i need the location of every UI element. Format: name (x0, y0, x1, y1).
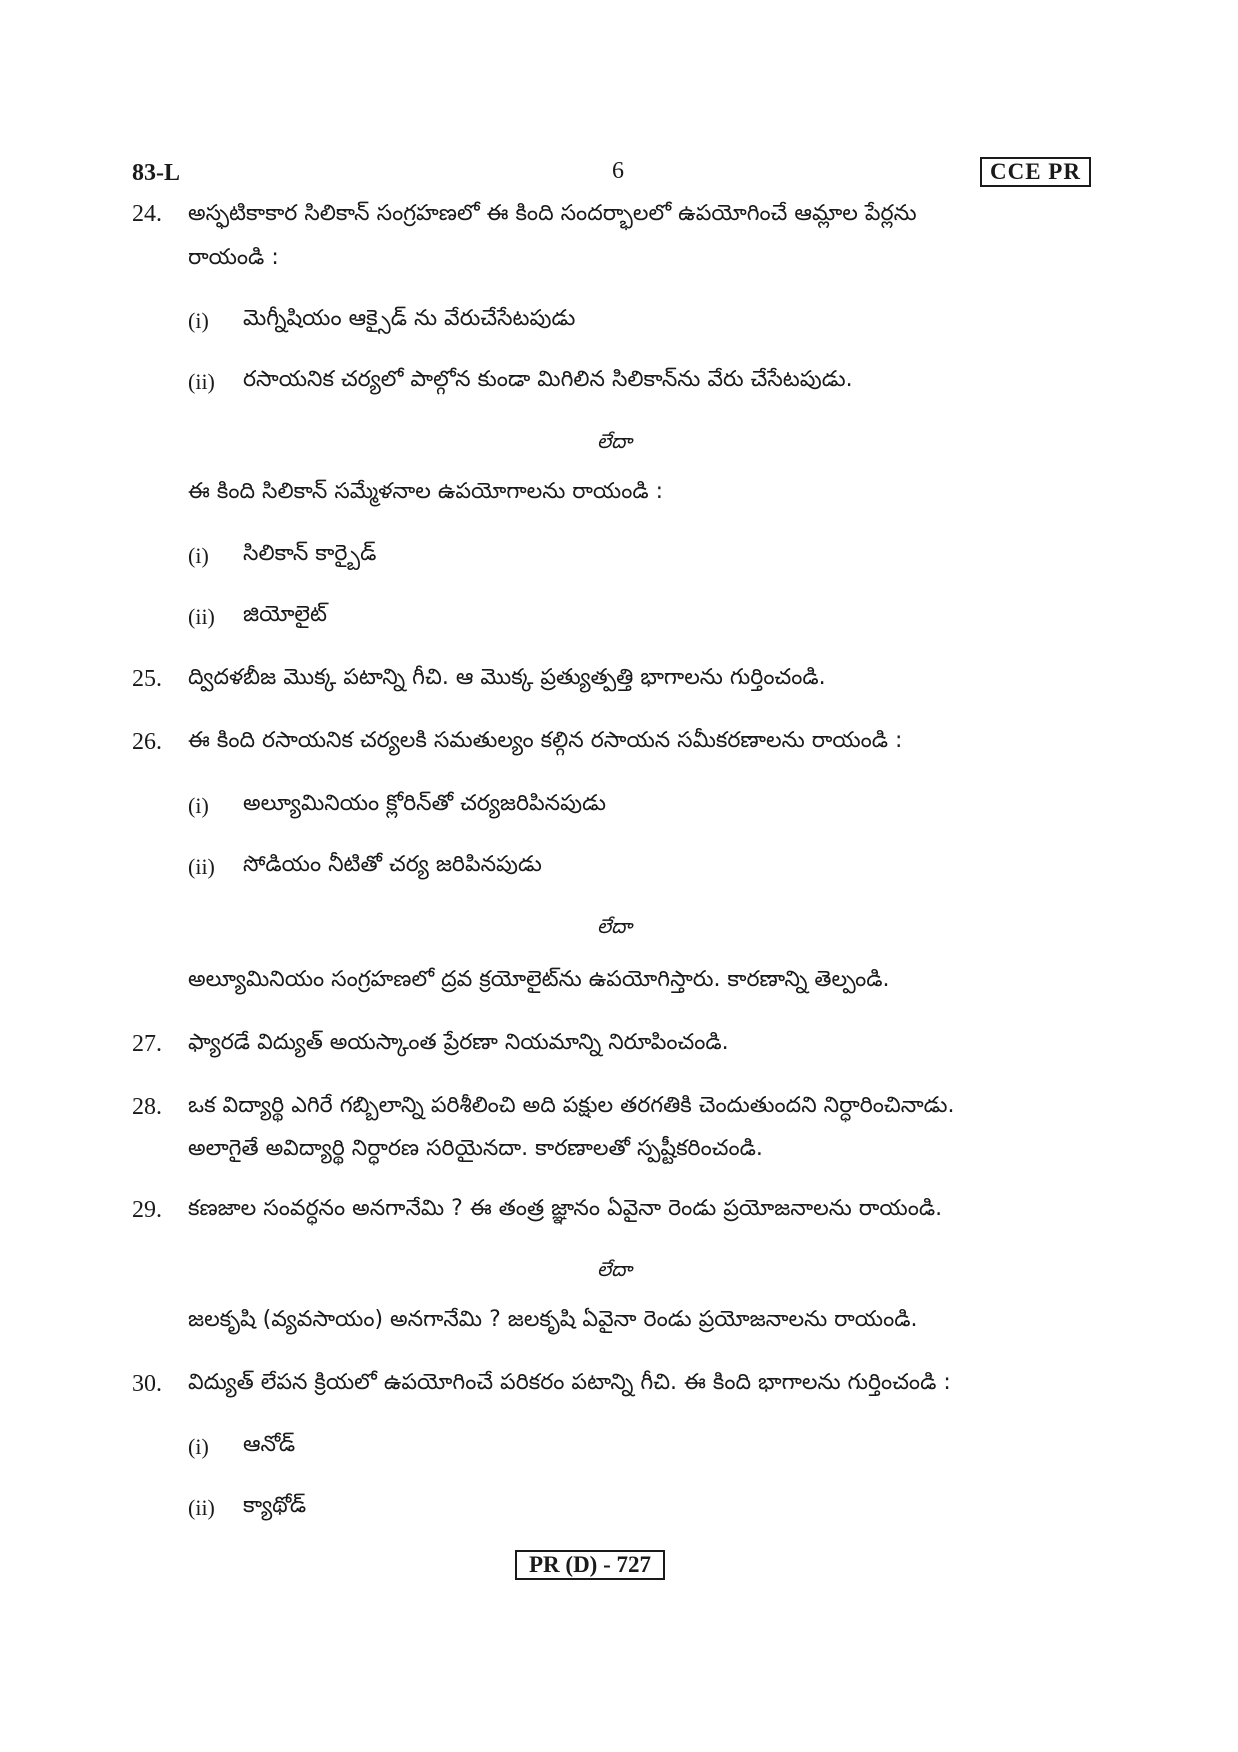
question-number-26: 26. (132, 729, 162, 755)
footer-code: PR (D) - 727 (515, 1550, 665, 1580)
q26-text: ఈ కింది రసాయనిక చర్యలకి సమతుల్యం కల్గిన రసాయన సమీకరణాలను రాయండి : (188, 728, 903, 753)
page-number: 6 (612, 158, 624, 184)
q25-text: ద్విదళబీజ మొక్క పటాన్ని గీచి. ఆ మొక్క ప్రత్యుత్పత్తి భాగాలను గుర్తించండి. (188, 665, 826, 690)
q29-alt-text: జలకృషి (వ్యవసాయం) అనగానేమి ? జలకృషి ఏవైనా రెండు ప్రయోజనాలను రాయండి. (188, 1307, 918, 1332)
q24-sub1-label: (i) (188, 308, 209, 333)
q28-text-line2: అలాగైతే అవిద్యార్థి నిర్ధారణ సరియైనదా. కారణాలతో స్పష్టీకరించండి. (188, 1136, 763, 1161)
q30-sub1-label: (i) (188, 1434, 209, 1459)
q26-sub1-label: (i) (188, 793, 209, 818)
q24-text-line1: అస్ఫటికాకార సిలికాన్ సంగ్రహణలో ఈ కింది సందర్భాలలో ఉపయోగించే ఆమ్లాల పేర్లను (188, 201, 917, 226)
q26-sub1-text: అల్యూమినియం క్లోరిన్‌తో చర్యజరిపినపుడు (243, 791, 606, 816)
q30-sub2-text: క్యాథోడ్ (243, 1493, 307, 1518)
q27-text: ఫ్యారడే విద్యుత్ అయస్కాంత ప్రేరణా నియమాన్ని నిరూపించండి. (188, 1030, 729, 1055)
q24-sub1-text: మెగ్నీషియం ఆక్సైడ్ ను వేరుచేసేటపుడు (243, 306, 576, 331)
q30-text: విద్యుత్ లేపన క్రియలో ఉపయోగించే పరికరం పటాన్ని గీచి. ఈ కింది భాగాలను గుర్తించండి : (188, 1370, 951, 1395)
q24-alt1-text: సిలికాన్ కార్బైడ్ (243, 541, 377, 566)
q24-sub2-label: (ii) (188, 369, 215, 394)
q24-alt-text: ఈ కింది సిలికాన్ సమ్మేళనాల ఉపయోగాలను రాయండి : (188, 479, 664, 504)
q24-alt2-label: (ii) (188, 604, 215, 629)
question-number-29: 29. (132, 1197, 162, 1223)
paper-code: 83-L (132, 160, 180, 186)
q24-or: లేదా (597, 429, 632, 453)
q24-alt2-text: జియోలైట్ (243, 602, 328, 627)
question-number-30: 30. (132, 1371, 162, 1397)
q26-or: లేదా (597, 914, 632, 938)
q26-alt-text: అల్యూమినియం సంగ్రహణలో ద్రవ క్రయోలైట్‌ను ఉపయోగిస్తారు. కారణాన్ని తెల్పండి. (188, 967, 890, 992)
q26-sub2-label: (ii) (188, 854, 215, 879)
q29-text: కణజాల సంవర్ధనం అనగానేమి ? ఈ తంత్ర జ్ఞానం ఏవైనా రెండు ప్రయోజనాలను రాయండి. (188, 1196, 943, 1221)
question-number-27: 27. (132, 1031, 162, 1057)
question-number-28: 28. (132, 1094, 162, 1120)
question-number-25: 25. (132, 666, 162, 692)
q30-sub1-text: ఆనోడ్ (243, 1432, 296, 1457)
series-badge: CCE PR (980, 157, 1091, 187)
q24-alt1-label: (i) (188, 543, 209, 568)
q30-sub2-label: (ii) (188, 1495, 215, 1520)
q28-text-line1: ఒక విద్యార్థి ఎగిరే గబ్బిలాన్ని పరిశీలించి అది పక్షుల తరగతికి చెందుతుందని నిర్ధారించినాడు. (188, 1093, 955, 1118)
q26-sub2-text: సోడియం నీటితో చర్య జరిపినపుడు (243, 852, 542, 877)
q24-text-line2: రాయండి : (188, 245, 279, 270)
q29-or: లేదా (597, 1257, 632, 1281)
question-number-24: 24. (132, 201, 162, 227)
q24-sub2-text: రసాయనిక చర్యలో పాల్గోన కుండా మిగిలిన సిలికాన్‌ను వేరు చేసేటపుడు. (243, 367, 853, 392)
